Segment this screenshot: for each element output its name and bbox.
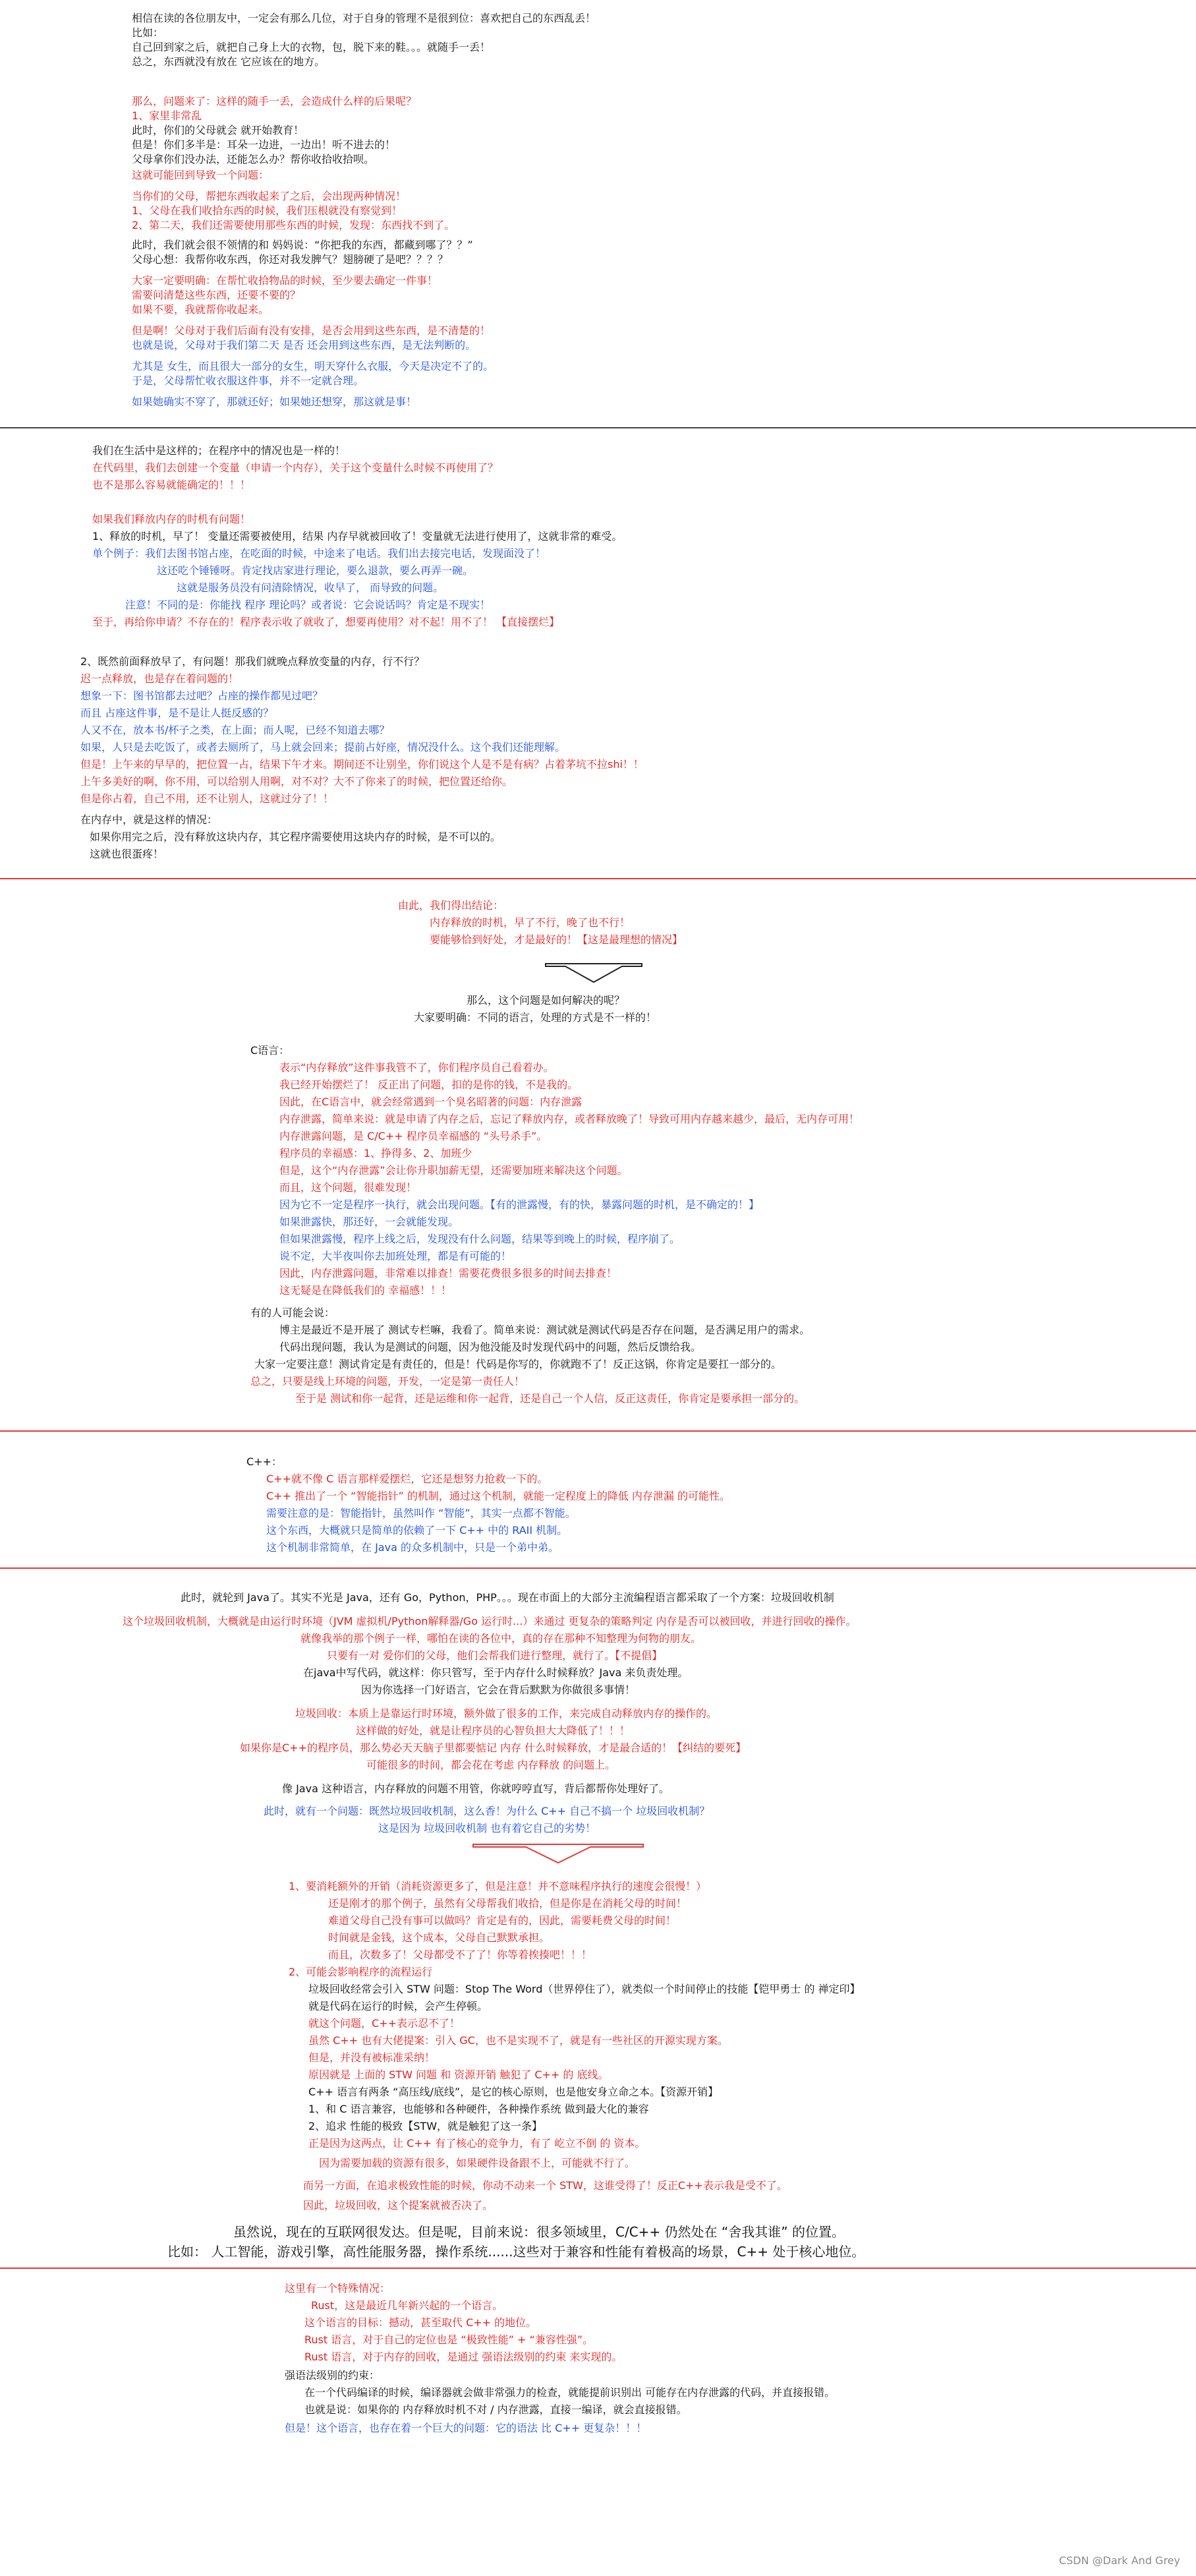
text-line: 可能很多的时间，都会花在考虑 内存释放 的问题上。 (366, 1759, 616, 1771)
text-line: 想象一下：图书馆都去过吧？占座的操作都见过吧？ (80, 689, 324, 702)
text-line: 这个垃圾回收机制，大概就是由运行时环境（JVM 虚拟机/Python解释器/Go 运行时...）来通过 更复杂的策略判定 内存是否可以被回收，并进行回收的操作。 (123, 1615, 857, 1627)
text-line: 正是因为这两点，让 C++ 有了核心的竞争力，有了 屹立不倒 的 资本。 (308, 2137, 646, 2150)
text-line: 比如： (132, 26, 164, 39)
text-line: 但是！你们多半是：耳朵一边进，一边出！听不进去的！ (132, 138, 396, 151)
text-line: 需要问清楚这些东西，还要不要的？ (132, 289, 301, 301)
text-line: 也不是那么容易就能确定的！！！ (92, 479, 251, 491)
text-line: 至于，再给你申请？不存在的！程序表示收了就收了，想要再使用？对不起！用不了！ 【直接摆烂】 (92, 616, 560, 628)
text-line: 如果不要，我就帮你收起来。 (132, 303, 270, 316)
text-line: 当你们的父母，帮把东西收起来了之后，会出现两种情况！ (132, 190, 407, 202)
text-line: 如果她确实不穿了，那就还好；如果她还想穿，那这就是事！ (132, 395, 417, 408)
text-line: C++： (246, 1455, 282, 1468)
text-line: 大家要明确：不同的语言，处理的方式是不一样的！ (414, 1011, 657, 1024)
divider (0, 1567, 1196, 1569)
text-line: 这样做的好处，就是让程序员的心智负担大大降低了！！！ (356, 1724, 631, 1737)
text-line: 这里有一个特殊情况： (285, 2282, 391, 2295)
text-line: 内存泄露问题，是 C/C++ 程序员幸福感的 “头号杀手”。 (279, 1130, 548, 1142)
text-line: 但是！上午来的早早的，把位置一占，结果下午才来。期间还不让别坐，你们说这个人是不是有病？占着茅坑不拉shi！！ (80, 758, 644, 771)
text-line: 总之，东西就没有放在 它应该在的地方。 (132, 55, 326, 68)
text-line: 这就可能回到导致一个问题： (132, 169, 270, 181)
text-line: 1、释放的时机，早了！ 变量还需要被使用，结果 内存早就被回收了！变量就无法进行使用了，这就非常的难受。 (92, 530, 623, 542)
text-line: 但是你占着，自己不用，还不让别人，这就过分了！！ (80, 792, 334, 805)
watermark: CSDN @Dark And Grey (1058, 2554, 1180, 2567)
text-line: Rust，这是最近几年新兴起的一个语言。 (311, 2299, 503, 2312)
text-line: 内存释放的时机，早了不行，晚了也不行！ (430, 916, 631, 929)
text-line: 因此，垃圾回收，这个提案就被否决了。 (303, 2199, 494, 2211)
text-line: 而且 占座这件事，是不是让人挺反感的？ (80, 707, 274, 719)
text-line: 难道父母自己没有事可以做吗？肯定是有的，因此，需要耗费父母的时间！ (328, 1914, 677, 1927)
text-line: 此时，就有一个问题：既然垃圾回收机制，这么香！为什么 C++ 自己不搞一个 垃圾回收机制？ (264, 1805, 710, 1817)
text-line: 也就是说：如果你的 内存释放时机不对 / 内存泄露，直接一编译，就会直接报错。 (304, 2403, 687, 2416)
text-line: 这个语言的目标：撼动，甚至取代 C++ 的地位。 (304, 2316, 537, 2329)
text-line: 我已经开始摆烂了！ 反正出了问题，扣的是你的钱，不是我的。 (279, 1078, 579, 1091)
text-line: 人又不在，放本书/杯子之类，在上面；而人呢，已经不知道去哪？ (80, 724, 390, 736)
text-line: 要能够恰到好处，才是最好的！【这是最理想的情况】 (430, 933, 683, 946)
down-arrow-icon (544, 962, 643, 983)
text-line: 就是代码在运行的时候，会产生停顿。 (308, 2000, 488, 2012)
text-line: 在内存中，就是这样的情况： (80, 813, 218, 826)
text-line: 迟一点释放，也是存在着问题的！ (80, 672, 239, 685)
text-line: 垃圾回收：本质上是靠运行时环境，额外做了很多的工作，来完成自动释放内存的操作的。 (295, 1707, 718, 1720)
text-line: 但是！这个语言，也存在着一个巨大的问题：它的语法 比 C++ 更复杂！！！ (285, 2422, 647, 2434)
text-line: 1、父母在我们收拾东西的时候，我们压根就没有察觉到！ (132, 204, 403, 217)
text-line: 表示“内存释放”这件事我管不了，你们程序员自己看着办。 (279, 1061, 554, 1074)
text-line: Rust 语言，对于自己的定位也是 “极致性能” + “兼容性强”。 (304, 2333, 594, 2346)
text-line: 因为你选择一门好语言，它会在背后默默为你做很多事情！ (361, 1683, 636, 1696)
text-line: 因此，在C语言中，就会经常遇到一个臭名昭著的问题：内存泄露 (279, 1096, 583, 1108)
text-line: 这个东西，大概就只是简单的依赖了一下 C++ 中的 RAII 机制。 (266, 1524, 568, 1537)
text-line: C++就不像 C 语言那样爱摆烂，它还是想努力抢救一下的。 (266, 1473, 548, 1485)
text-line: 虽然 C++ 也有大佬提案：引入 GC，也不是实现不了，就是有一些社区的开源实现方案。 (308, 2034, 728, 2047)
text-line: 还是刚才的那个例子，虽然有父母帮我们收拾，但是你是在消耗父母的时间！ (328, 1897, 687, 1910)
text-line: 自己回到家之后，就把自己身上大的衣物，包，脱下来的鞋。。。就随手一丢！ (132, 41, 491, 53)
text-line: Rust 语言，对于内存的回收，是通过 强语法级别的约束 来实现的。 (304, 2351, 623, 2363)
text-line: 至于是 测试和你一起背，还是运维和你一起背，还是自己一个人信，反正这责任，你肯定是要承担一部分的。 (295, 1392, 805, 1405)
text-line: 此时，你们的父母就会 就开始教育！ (132, 124, 304, 136)
text-line: 在一个代码编译的时候，编译器就会做非常强力的检查，就能提前识别出 可能存在内存泄露的代码，并直接报错。 (304, 2386, 836, 2399)
text-line: 只要有一对 爱你们的父母，他们会帮我们进行整理，就行了。【不提倡】 (327, 1649, 663, 1662)
text-line: 大家一定要明确：在帮忙收拾物品的时候，至少要去确定一件事！ (132, 274, 438, 287)
text-line: 如果泄露快，那还好，一会就能发现。 (279, 1215, 459, 1228)
text-line: 像 Java 这种语言，内存释放的问题不用管，你就哼哼直写，背后都帮你处理好了。 (282, 1782, 669, 1795)
text-line: 如果我们释放内存的时机有问题！ (92, 513, 251, 525)
text-line: 就像我举的那个例子一样，哪怕在读的各位中，真的存在那种不知整理为何物的朋友。 (300, 1632, 702, 1645)
text-line: 父母心想：我帮你收东西，你还对我发脾气？翅膀硬了是吧？？？？ (132, 253, 449, 266)
text-line: 这是因为 垃圾回收机制 也有着它自己的劣势！ (378, 1822, 596, 1834)
text-line: 因为需要加载的资源有很多，如果硬件设备跟不上，可能就不行了。 (319, 2157, 636, 2169)
text-line: 这无疑是在降低我们的 幸福感！！！ (279, 1284, 452, 1297)
text-line: 垃圾回收经常会引入 STW 问题：Stop The Word（世界停住了），就类似一个时间停止的技能【铠甲勇士 的 禅定印】 (308, 1983, 861, 1995)
text-line: 我们在生活中是这样的；在程序中的情况也是一样的！ (92, 444, 346, 457)
text-line: 原因就是 上面的 STW 问题 和 资源开销 触犯了 C++ 的 底线。 (308, 2068, 609, 2081)
text-line: 但如果泄露慢，程序上线之后，发现没有什么问题，结果等到晚上的时候，程序崩了。 (279, 1233, 681, 1245)
text-line: 强语法级别的约束： (285, 2369, 380, 2382)
text-line: 但是啊！父母对于我们后面有没有安排，是否会用到这些东西，是不清楚的！ (132, 324, 491, 337)
text-line: 1、家里非常乱 (132, 109, 202, 122)
text-line: 说不定，大半夜叫你去加班处理，都是有可能的！ (279, 1250, 512, 1262)
divider (0, 427, 1196, 428)
text-line: 因此，内存泄露问题，非常难以排查！需要花费很多很多的时间去排查！ (279, 1267, 617, 1279)
text-line: 程序员的幸福感：1、挣得多、2、加班少 (279, 1147, 472, 1159)
text-line: 此时，我们就会很不领情的和 妈妈说：“你把我的东西，都藏到哪了？？” (132, 239, 473, 251)
text-line: 尤其是 女生，而且很大一部分的女生，明天穿什么衣服，今天是决定不了的。 (132, 360, 494, 372)
text-line: 于是，父母帮忙收衣服这件事，并不一定就合理。 (132, 374, 364, 387)
text-line: 此时，就轮到 Java了。其实不光是 Java，还有 Go，Python，PHP。。。现在市面上的大部分主流编程语言都采取了一个方案：垃圾回收机制 (181, 1591, 834, 1604)
text-line: 如果你是C++的程序员，那么势必天天脑子里都要惦记 内存 什么时候释放，才是最合适的！【纠结的要死】 (240, 1742, 747, 1754)
text-line: 而另一方面，在追求极致性能的时候，你动不动来一个 STW，这谁受得了！反正C++表示我是受不了。 (303, 2179, 787, 2192)
text-line: 那么，问题来了：这样的随手一丢，会造成什么样的后果呢？ (132, 95, 417, 107)
text-line: C语言： (250, 1044, 290, 1057)
text-line: 也就是说，父母对于我们第二天 是否 还会用到这些东西，是无法判断的。 (132, 339, 476, 351)
text-line: 2、追求 性能的极致【STW，就是触犯了这一条】 (308, 2120, 543, 2132)
text-line: 大家一定要注意！测试肯定是有责任的，但是！代码是你写的，你就跑不了！反正这锅，你肯定是要扛一部分的。 (254, 1358, 782, 1370)
divider (0, 878, 1196, 879)
text-line: C++ 语言有两条 “高压线/底线”，是它的核心原则，也是他安身立命之本。【资源开销】 (308, 2086, 719, 2098)
text-line: 2、第二天，我们还需要使用那些东西的时候，发现：东西找不到了。 (132, 219, 455, 231)
text-line: 博主是最近不是开展了 测试专栏嘛，我看了。简单来说：测试就是测试代码是否存在问题，是否满足用户的需求。 (279, 1324, 811, 1336)
text-line: 1、要消耗额外的开销（消耗资源更多了，但是注意！并不意味程序执行的速度会很慢！） (289, 1880, 707, 1892)
text-line: 这还吃个锤锤呀。肯定找店家进行理论，要么退款，要么再弄一碗。 (157, 564, 474, 577)
text-line: 内存泄露，简单来说：就是申请了内存之后，忘记了释放内存，或者释放晚了！导致可用内存越来越少，最后，无内存可用！ (279, 1113, 860, 1125)
text-line: 注意！不同的是：你能找 程序 理论吗？或者说：它会说话吗？肯定是不现实！ (125, 599, 491, 611)
text-line: 需要注意的是：智能指针，虽然叫作 “智能”，其实一点都不智能。 (266, 1507, 576, 1519)
divider (0, 2268, 1196, 2269)
text-line: 相信在读的各位朋友中，一定会有那么几位，对于自身的管理不是很到位：喜欢把自己的东西乱丢！ (132, 12, 596, 24)
text-line: 因为它不一定是程序一执行，就会出现问题。【有的泄露慢，有的快，暴露问题的时机，是不确定的！】 (279, 1198, 760, 1211)
text-line: 虽然说，现在的互联网很发达。但是呢，目前来说：很多领域里，C/C++ 仍然处在 “舍我其谁” 的位置。 (233, 2224, 845, 2240)
text-line: 但是，这个“内存泄露”会让你升职加薪无望，还需要加班来解决这个问题。 (279, 1164, 628, 1177)
text-line: 就这个问题，C++表示忍不了！ (308, 2017, 460, 2030)
text-line: C++ 推出了一个 “智能指针” 的机制，通过这个机制，就能一定程度上的降低 内存泄漏 的可能性。 (266, 1490, 730, 1502)
text-line: 这就也很蛋疼！ (90, 848, 164, 860)
down-arrow-icon (472, 1843, 644, 1864)
text-line: 2、可能会影响程序的流程运行 (289, 1966, 433, 1978)
text-line: 那么，这个问题是如何解决的呢？ (467, 994, 625, 1007)
text-line: 1、和 C 语言兼容，也能够和各种硬件，各种操作系统 做到最大化的兼容 (308, 2103, 649, 2115)
text-line: 而且，这个问题，很难发现！ (279, 1181, 417, 1194)
text-line: 如果，人只是去吃饭了，或者去厕所了，马上就会回来；提前占好座，情况没什么。这个我们还能理解。 (80, 741, 566, 753)
text-line: 由此，我们得出结论： (398, 899, 504, 912)
text-line: 单个例子：我们去图书馆占座，在吃面的时候，中途来了电话。我们出去接完电话，发现面没了！ (92, 547, 546, 560)
text-line: 2、既然前面释放早了，有问题！那我们就晚点释放变量的内存，行不行？ (80, 655, 425, 668)
text-line: 上午多美好的啊，你不用，可以给别人用啊，对不对？大不了你来了的时候，把位置还给你。 (80, 775, 513, 788)
text-line: 有的人可能会说： (250, 1306, 335, 1319)
text-line: 在代码里，我们去创建一个变量（申请一个内存），关于这个变量什么时候不再使用了？ (92, 461, 499, 474)
text-line: 这就是服务员没有问清除情况，收早了， 而导致的问题。 (177, 581, 444, 594)
text-line: 代码出现问题，我认为是测试的问题，因为他没能及时发现代码中的问题，然后反馈给我。 (279, 1341, 702, 1353)
divider (0, 1430, 1196, 1432)
text-line: 比如： 人工智能，游戏引擎，高性能服务器，操作系统......这些对于兼容和性能有着极高的场景，C++ 处于核心地位。 (167, 2244, 865, 2260)
text-line: 总之，只要是线上环境的问题，开发，一定是第一责任人！ (250, 1375, 525, 1388)
text-line: 父母拿你们没办法，还能怎么办？帮你收拾收拾呗。 (132, 153, 375, 165)
text-line: 但是，并没有被标准采纳！ (308, 2051, 436, 2064)
text-line: 如果你用完之后，没有释放这块内存，其它程序需要使用这块内存的时候，是不可以的。 (90, 831, 501, 843)
text-line: 时间就是金钱，这个成本，父母自己默默承担。 (328, 1931, 550, 1944)
text-line: 这个机制非常简单，在 Java 的众多机制中，只是一个弟中弟。 (266, 1541, 559, 1554)
text-line: 而且，次数多了！父母都受不了了！你等着挨揍吧！！！ (328, 1948, 592, 1961)
text-line: 在java中写代码，就这样：你只管写，至于内存什么时候释放？Java 来负责处理。 (303, 1666, 689, 1679)
